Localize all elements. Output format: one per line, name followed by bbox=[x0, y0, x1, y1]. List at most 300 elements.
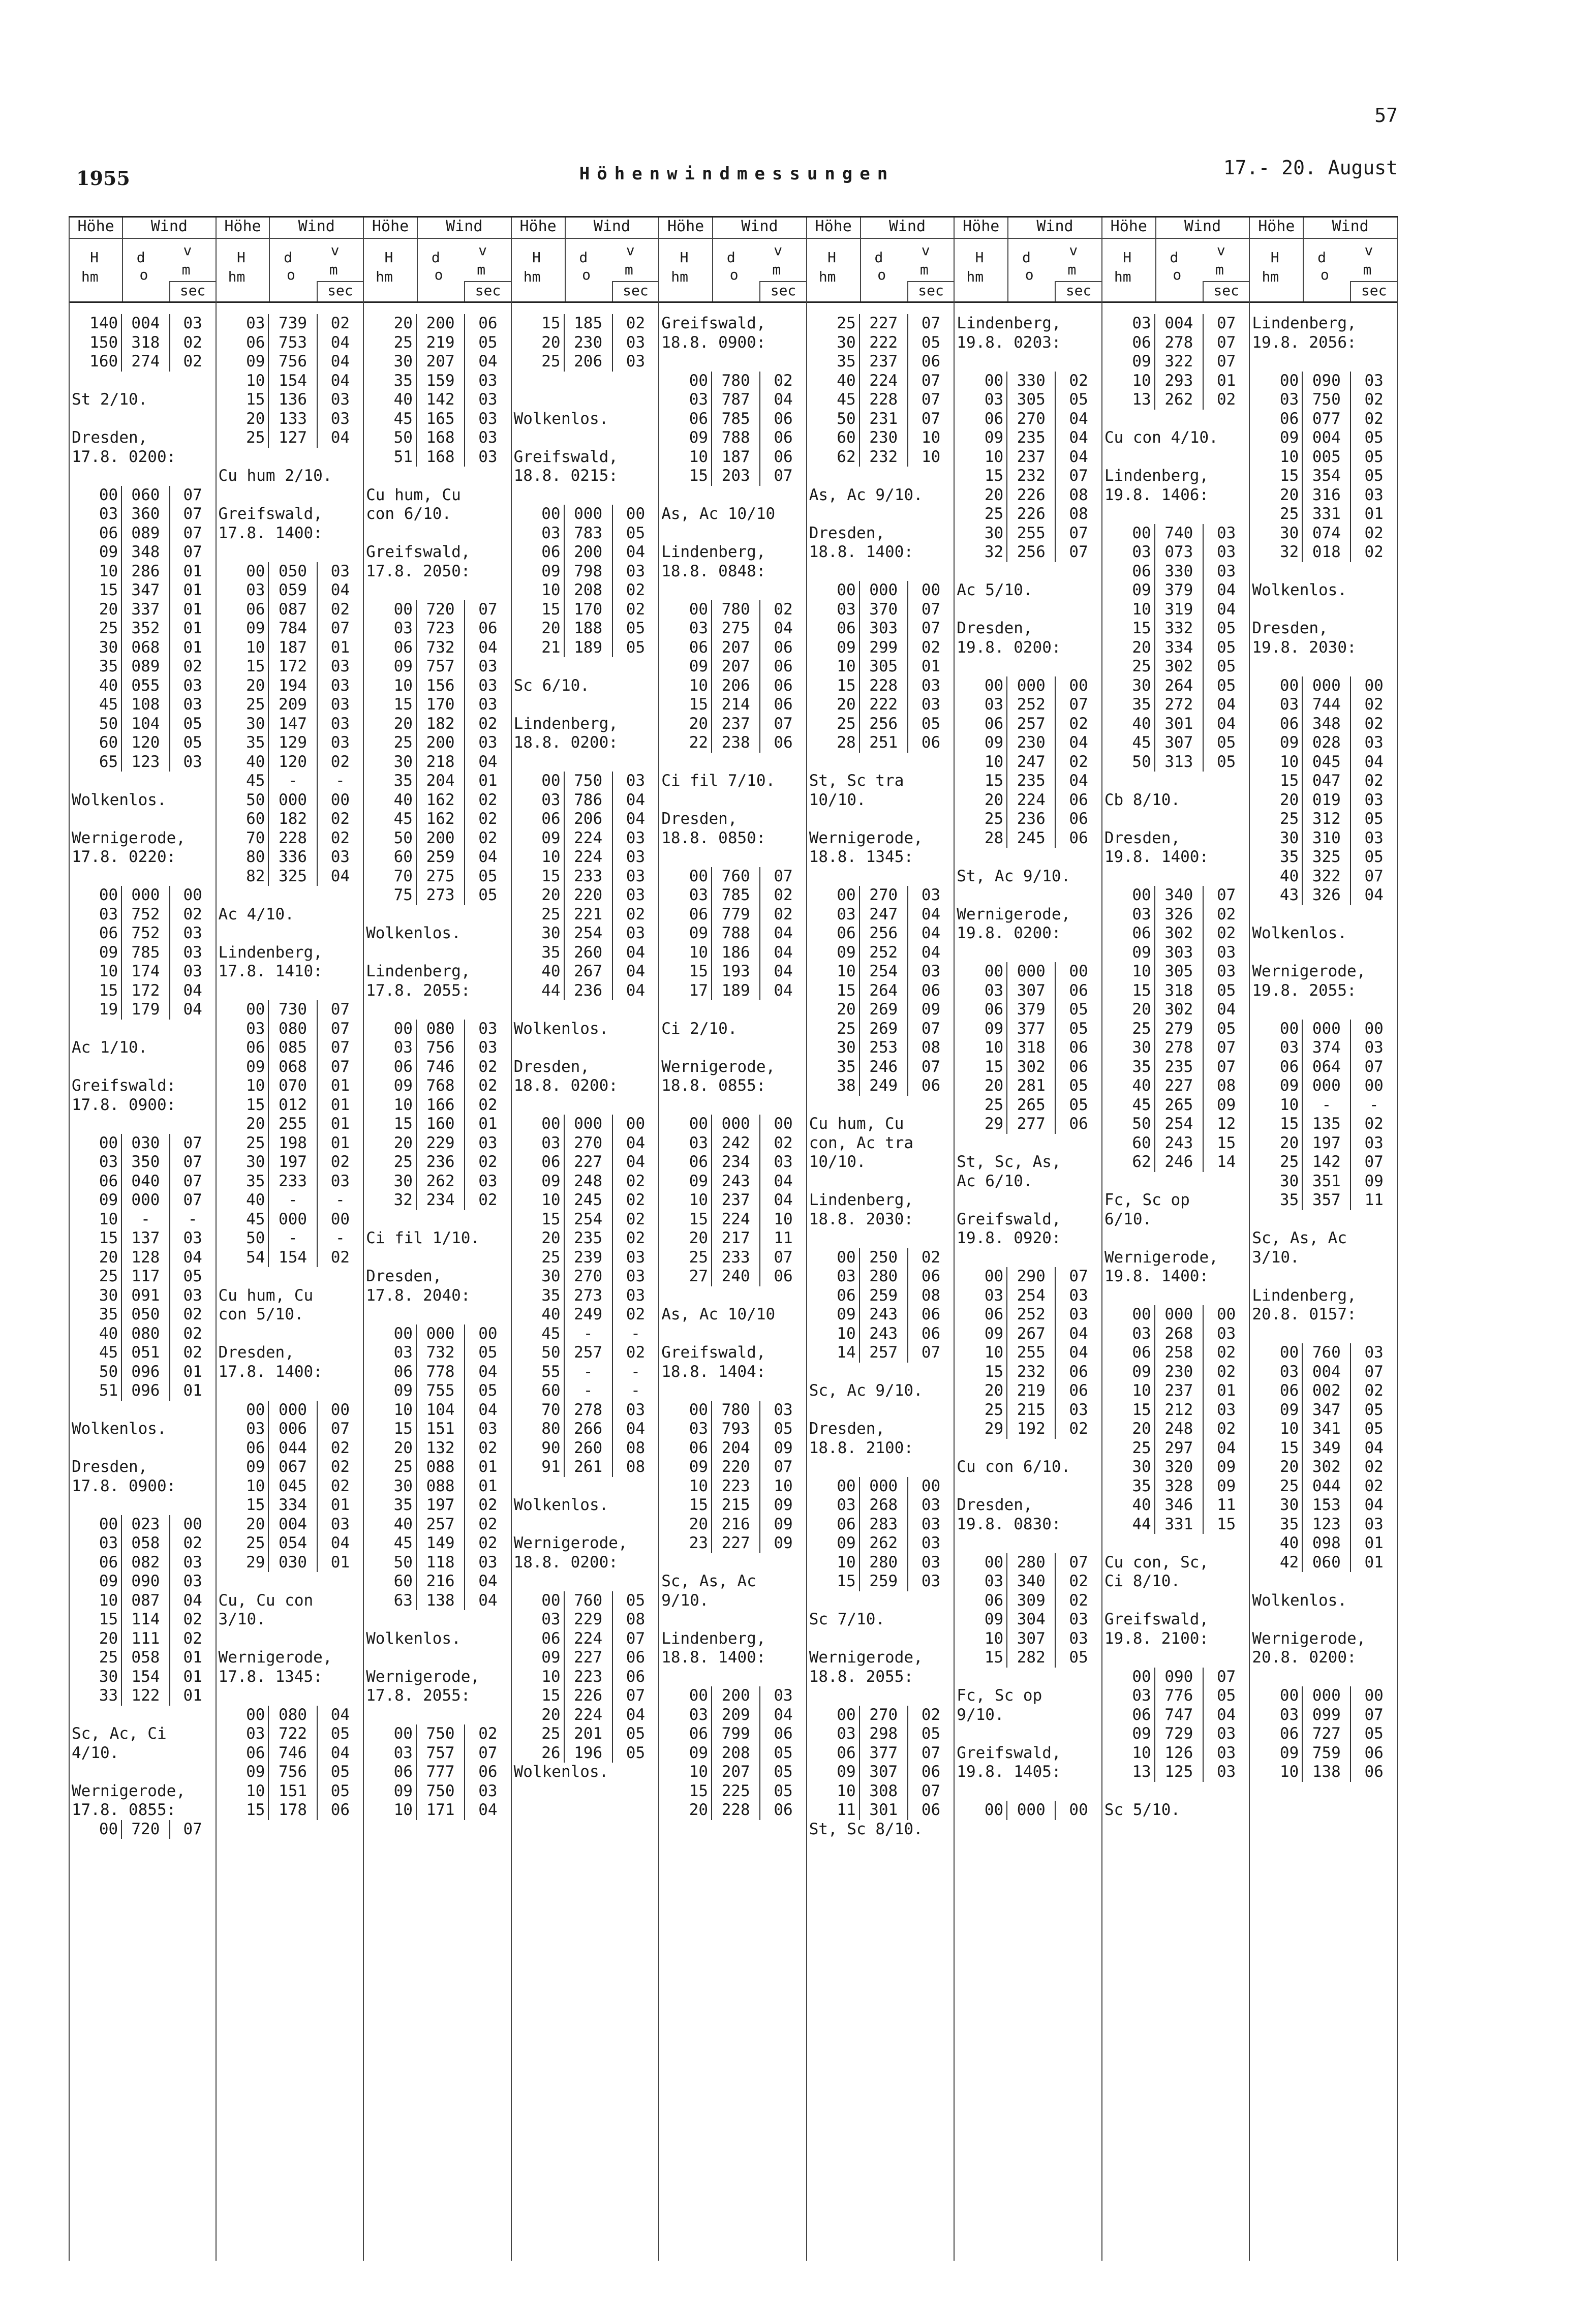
station-note: 4/10. bbox=[72, 1743, 119, 1762]
direction-value: 129 bbox=[269, 733, 317, 753]
measurement-row bbox=[512, 352, 659, 372]
speed-value: 02 bbox=[774, 886, 793, 904]
height-value: 03 bbox=[1102, 905, 1155, 925]
speed-value: 07 bbox=[1364, 1705, 1384, 1724]
direction-value: 319 bbox=[1155, 600, 1204, 620]
speed-value: 07 bbox=[921, 390, 941, 409]
measurement-row bbox=[1250, 1096, 1397, 1115]
header-deg: o bbox=[877, 266, 886, 283]
height-value: 32 bbox=[1250, 543, 1303, 562]
measurement-row bbox=[364, 1744, 511, 1763]
direction-value: 090 bbox=[122, 1572, 170, 1591]
direction-value: 270 bbox=[565, 1267, 613, 1286]
measurement-row bbox=[364, 1572, 511, 1591]
speed-value: 07 bbox=[183, 1153, 202, 1171]
direction-value: 239 bbox=[565, 1248, 613, 1268]
measurement-row bbox=[659, 886, 806, 905]
direction-value: 755 bbox=[417, 1381, 465, 1401]
measurement-row bbox=[807, 886, 954, 905]
measurement-row bbox=[1250, 1763, 1397, 1782]
direction-value: 000 bbox=[565, 505, 613, 524]
height-value: 35 bbox=[512, 1286, 565, 1306]
direction-value: 005 bbox=[1303, 448, 1351, 467]
height-value: 40 bbox=[70, 1325, 122, 1344]
speed-value: 03 bbox=[774, 1686, 793, 1705]
measurement-row bbox=[1102, 1325, 1249, 1344]
speed-value: 02 bbox=[1069, 371, 1088, 390]
speed-value: 00 bbox=[1069, 1801, 1088, 1819]
measurement-row bbox=[217, 791, 363, 810]
station-note: Wernigerode, bbox=[809, 828, 923, 847]
spacer bbox=[217, 981, 363, 1001]
speed-value: 04 bbox=[626, 1420, 646, 1438]
header-hm: hm bbox=[81, 268, 99, 285]
height-value: 10 bbox=[364, 1801, 417, 1820]
height-value: 06 bbox=[1102, 562, 1155, 581]
header-sec: sec bbox=[317, 281, 363, 301]
speed-value: 03 bbox=[1364, 485, 1384, 504]
header-wind: Wind bbox=[150, 218, 188, 235]
measurement-row bbox=[364, 352, 511, 372]
speed-value: 02 bbox=[1364, 1115, 1384, 1133]
speed-value: 07 bbox=[921, 1057, 941, 1076]
speed-value: 06 bbox=[1069, 981, 1088, 1000]
height-value: 03 bbox=[1102, 1686, 1155, 1706]
measurement-row bbox=[217, 1439, 363, 1458]
speed-value: 04 bbox=[183, 981, 202, 1000]
measurement-row bbox=[659, 1210, 806, 1229]
direction-value: 222 bbox=[860, 333, 908, 353]
spacer bbox=[659, 791, 806, 810]
speed-value: 04 bbox=[1069, 733, 1088, 752]
speed-value: 02 bbox=[183, 1343, 202, 1362]
direction-value: 756 bbox=[269, 1763, 317, 1782]
station-note: Wolkenlos. bbox=[1252, 1591, 1347, 1610]
speed-value: 02 bbox=[478, 828, 498, 847]
direction-value: 267 bbox=[1007, 1325, 1056, 1344]
column-header bbox=[955, 218, 1101, 303]
height-value: 55 bbox=[512, 1363, 565, 1382]
speed-value: 08 bbox=[1069, 505, 1088, 523]
measurement-row bbox=[70, 524, 216, 543]
speed-value: 06 bbox=[478, 314, 498, 332]
height-value: 10 bbox=[1250, 1096, 1303, 1115]
direction-value: 266 bbox=[565, 1420, 613, 1439]
measurement-row bbox=[70, 600, 216, 620]
station-note: Wolkenlos. bbox=[72, 1420, 167, 1438]
measurement-row bbox=[659, 1267, 806, 1286]
direction-value: 234 bbox=[417, 1191, 465, 1210]
direction-value: 252 bbox=[1007, 695, 1056, 715]
direction-value: 732 bbox=[417, 638, 465, 658]
measurement-row bbox=[1102, 1305, 1249, 1325]
height-value: 20 bbox=[70, 1248, 122, 1268]
measurement-row bbox=[955, 1648, 1101, 1668]
measurement-row bbox=[1250, 1458, 1397, 1477]
height-value: 10 bbox=[1102, 962, 1155, 981]
measurement-row bbox=[217, 1706, 363, 1725]
direction-value: 305 bbox=[1155, 962, 1204, 981]
direction-value: 320 bbox=[1155, 1458, 1204, 1477]
spacer bbox=[659, 581, 806, 600]
speed-value: 03 bbox=[921, 962, 941, 980]
measurement-row bbox=[512, 1668, 659, 1687]
speed-value: 04 bbox=[1216, 1705, 1236, 1724]
measurement-row bbox=[659, 695, 806, 715]
height-value: 10 bbox=[659, 1191, 712, 1210]
spacer bbox=[955, 657, 1101, 676]
measurement-row bbox=[1102, 733, 1249, 753]
spacer bbox=[364, 1610, 511, 1629]
speed-value: 04 bbox=[330, 428, 350, 447]
speed-value: 07 bbox=[1069, 695, 1088, 714]
measurement-row bbox=[1102, 600, 1249, 620]
speed-value: 00 bbox=[330, 1400, 350, 1419]
spacer bbox=[1250, 600, 1397, 620]
height-value: 00 bbox=[807, 1477, 860, 1496]
height-value: 40 bbox=[807, 372, 860, 391]
spacer bbox=[70, 1763, 216, 1782]
direction-value: 091 bbox=[122, 1286, 170, 1306]
speed-value: 07 bbox=[183, 1191, 202, 1209]
direction-value: 132 bbox=[417, 1439, 465, 1458]
height-value: 30 bbox=[512, 1267, 565, 1286]
height-value: 150 bbox=[70, 333, 122, 353]
spacer bbox=[1102, 772, 1249, 791]
height-value: 35 bbox=[1102, 1477, 1155, 1496]
speed-value: 03 bbox=[1069, 1305, 1088, 1323]
measurement-row bbox=[1250, 733, 1397, 753]
header-wind: Wind bbox=[1184, 218, 1221, 235]
speed-value: 05 bbox=[1216, 752, 1236, 771]
direction-value: 230 bbox=[860, 428, 908, 448]
measurement-row bbox=[70, 1648, 216, 1668]
measurement-row bbox=[217, 352, 363, 372]
speed-value: 05 bbox=[330, 1763, 350, 1781]
speed-value: 02 bbox=[478, 790, 498, 809]
measurement-row bbox=[955, 733, 1101, 753]
measurement-row bbox=[955, 829, 1101, 848]
spacer bbox=[807, 1401, 954, 1420]
measurement-row bbox=[364, 1534, 511, 1553]
spacer bbox=[955, 1134, 1101, 1153]
station-note: Cu con, Sc, bbox=[1104, 1553, 1209, 1572]
height-value: 30 bbox=[807, 333, 860, 353]
header-h: H bbox=[975, 249, 984, 266]
direction-value: 243 bbox=[1155, 1134, 1204, 1153]
measurement-row bbox=[1250, 1744, 1397, 1763]
direction-value: 301 bbox=[860, 1801, 908, 1820]
direction-value: 050 bbox=[269, 562, 317, 581]
direction-value: 080 bbox=[269, 1706, 317, 1725]
measurement-row bbox=[1102, 543, 1249, 562]
station-note: 18.8. 1400: bbox=[809, 543, 914, 561]
measurement-row bbox=[807, 448, 954, 467]
header-h: H bbox=[384, 249, 393, 266]
speed-value: 02 bbox=[1364, 1381, 1384, 1400]
measurement-row bbox=[1250, 543, 1397, 562]
measurement-row bbox=[217, 695, 363, 715]
spacer bbox=[1102, 1648, 1249, 1668]
height-value: 00 bbox=[955, 676, 1007, 696]
height-value: 00 bbox=[364, 1724, 417, 1744]
measurement-row bbox=[217, 638, 363, 658]
direction-value: 318 bbox=[1007, 1038, 1056, 1058]
measurement-row bbox=[512, 924, 659, 943]
measurement-row bbox=[217, 410, 363, 429]
speed-value: 05 bbox=[921, 333, 941, 352]
measurement-row bbox=[512, 886, 659, 905]
direction-value: 278 bbox=[565, 1401, 613, 1420]
height-value: 20 bbox=[1102, 638, 1155, 658]
direction-value: 226 bbox=[1007, 486, 1056, 505]
station-note: Wernigerode, bbox=[366, 1667, 480, 1686]
direction-value: 080 bbox=[269, 1020, 317, 1039]
measurement-row bbox=[807, 1724, 954, 1744]
header-m: m bbox=[1067, 261, 1077, 278]
height-value: 09 bbox=[1250, 1076, 1303, 1096]
height-value: 14 bbox=[807, 1343, 860, 1363]
measurement-row bbox=[217, 733, 363, 753]
direction-value: 235 bbox=[1155, 1058, 1204, 1077]
measurement-row bbox=[364, 1420, 511, 1439]
direction-value: 260 bbox=[565, 943, 613, 963]
speed-value: 06 bbox=[774, 1801, 793, 1819]
direction-value: 168 bbox=[417, 428, 465, 448]
direction-value: 000 bbox=[1303, 1020, 1351, 1039]
spacer bbox=[659, 1286, 806, 1306]
speed-value: 06 bbox=[921, 1763, 941, 1781]
direction-value: 135 bbox=[1303, 1115, 1351, 1134]
speed-value: - bbox=[335, 1191, 345, 1209]
spacer bbox=[70, 1058, 216, 1077]
height-value: 06 bbox=[70, 924, 122, 943]
measurement-row bbox=[807, 1343, 954, 1363]
speed-value: 05 bbox=[1216, 1686, 1236, 1705]
height-value: 09 bbox=[217, 1058, 269, 1077]
speed-value: 00 bbox=[1364, 1686, 1384, 1705]
height-value: 15 bbox=[217, 657, 269, 676]
direction-value: 254 bbox=[860, 962, 908, 981]
height-value: 15 bbox=[807, 1572, 860, 1591]
direction-value: 282 bbox=[1007, 1648, 1056, 1668]
speed-value: 04 bbox=[1216, 1438, 1236, 1457]
measurement-row bbox=[955, 1000, 1101, 1020]
speed-value: 03 bbox=[478, 1038, 498, 1057]
height-value: 20 bbox=[364, 715, 417, 734]
height-value: 09 bbox=[1250, 1744, 1303, 1763]
direction-value: 337 bbox=[122, 600, 170, 620]
speed-value: 00 bbox=[921, 1476, 941, 1495]
measurement-row bbox=[955, 1381, 1101, 1401]
height-value: 62 bbox=[1102, 1153, 1155, 1172]
direction-value: 257 bbox=[860, 1343, 908, 1363]
height-value: 00 bbox=[217, 562, 269, 581]
height-value: 09 bbox=[1250, 428, 1303, 448]
direction-value: 172 bbox=[269, 657, 317, 676]
measurement-row bbox=[364, 1325, 511, 1344]
direction-value: 377 bbox=[860, 1744, 908, 1763]
height-value: 09 bbox=[1102, 943, 1155, 963]
measurement-row bbox=[512, 1229, 659, 1248]
height-value: 40 bbox=[364, 390, 417, 410]
direction-value: 348 bbox=[122, 543, 170, 562]
speed-value: 04 bbox=[330, 867, 350, 885]
direction-value: 000 bbox=[269, 1210, 317, 1229]
station-note: 18.8. 0900: bbox=[661, 333, 766, 352]
direction-value: 228 bbox=[860, 676, 908, 696]
measurement-row bbox=[1250, 1477, 1397, 1496]
speed-value: 05 bbox=[1364, 1724, 1384, 1743]
measurement-row bbox=[217, 1534, 363, 1553]
speed-value: 04 bbox=[478, 1801, 498, 1819]
height-value: 10 bbox=[955, 1629, 1007, 1649]
speed-value: 05 bbox=[1216, 638, 1236, 657]
measurement-row bbox=[807, 428, 954, 448]
measurement-row bbox=[659, 1706, 806, 1725]
measurement-row bbox=[955, 962, 1101, 981]
measurement-row bbox=[512, 1172, 659, 1191]
measurement-row bbox=[1102, 1115, 1249, 1134]
height-value: 50 bbox=[364, 829, 417, 848]
header-m: m bbox=[181, 261, 191, 278]
speed-value: 06 bbox=[921, 981, 941, 1000]
height-value: 00 bbox=[1250, 1020, 1303, 1039]
speed-value: 05 bbox=[1364, 848, 1384, 866]
direction-value: 128 bbox=[122, 1248, 170, 1268]
height-value: 20 bbox=[217, 676, 269, 696]
measurement-row bbox=[955, 428, 1101, 448]
speed-value: 02 bbox=[330, 600, 350, 619]
measurement-row bbox=[217, 1153, 363, 1172]
measurement-row bbox=[1102, 676, 1249, 696]
header-deg: o bbox=[582, 266, 591, 283]
measurement-row bbox=[1102, 314, 1249, 333]
measurement-row bbox=[70, 1553, 216, 1573]
direction-value: 723 bbox=[417, 619, 465, 638]
speed-value: 03 bbox=[921, 695, 941, 714]
measurement-row bbox=[807, 1553, 954, 1573]
height-value: 10 bbox=[1250, 1420, 1303, 1439]
station-note: St, Sc, As, bbox=[957, 1153, 1061, 1171]
direction-value: 224 bbox=[565, 1629, 613, 1649]
speed-value: 04 bbox=[1364, 1496, 1384, 1514]
header-v: v bbox=[921, 242, 930, 259]
direction-value: 360 bbox=[122, 505, 170, 524]
direction-value: 322 bbox=[1303, 867, 1351, 886]
station-note: 18.8. 0200: bbox=[513, 1076, 618, 1095]
header-m: m bbox=[477, 261, 486, 278]
height-value: 09 bbox=[70, 1572, 122, 1591]
measurement-row bbox=[659, 1496, 806, 1515]
measurement-row bbox=[807, 695, 954, 715]
direction-value: 785 bbox=[712, 886, 760, 905]
speed-value: 07 bbox=[1364, 867, 1384, 885]
measurement-row bbox=[955, 676, 1101, 696]
height-value: 03 bbox=[807, 1496, 860, 1515]
spacer bbox=[70, 467, 216, 486]
speed-value: 04 bbox=[626, 543, 646, 561]
height-value: 30 bbox=[364, 352, 417, 372]
speed-value: 02 bbox=[1216, 1362, 1236, 1381]
measurement-row bbox=[659, 1134, 806, 1153]
height-value: 25 bbox=[512, 1248, 565, 1268]
speed-value: 03 bbox=[478, 733, 498, 752]
header-hoehe: Höhe bbox=[217, 218, 270, 238]
height-value: 10 bbox=[217, 638, 269, 658]
direction-value: 000 bbox=[1303, 676, 1351, 696]
header-sec: sec bbox=[464, 281, 510, 301]
measurement-row bbox=[807, 733, 954, 753]
spacer bbox=[70, 810, 216, 829]
speed-value: 02 bbox=[330, 1438, 350, 1457]
height-value: 09 bbox=[364, 1076, 417, 1096]
column-header bbox=[659, 218, 806, 303]
height-value: 35 bbox=[1250, 848, 1303, 867]
measurement-row bbox=[659, 1801, 806, 1820]
measurement-row bbox=[70, 1572, 216, 1591]
column-body bbox=[659, 303, 806, 1820]
spacer bbox=[1250, 352, 1397, 372]
direction-value: 186 bbox=[712, 943, 760, 963]
height-value: 15 bbox=[1102, 1401, 1155, 1420]
direction-value: 262 bbox=[860, 1534, 908, 1553]
height-value: 10 bbox=[1102, 1744, 1155, 1763]
speed-value: 06 bbox=[921, 1267, 941, 1285]
speed-value: 02 bbox=[183, 657, 202, 675]
spacer bbox=[955, 1191, 1101, 1210]
station-note: Cu con 6/10. bbox=[957, 1458, 1071, 1476]
measurement-row bbox=[1250, 467, 1397, 486]
measurement-row bbox=[1102, 1458, 1249, 1477]
height-value: 35 bbox=[364, 1496, 417, 1515]
direction-value: 187 bbox=[269, 638, 317, 658]
measurement-row bbox=[364, 333, 511, 353]
speed-value: 02 bbox=[478, 1515, 498, 1533]
height-value: 30 bbox=[1102, 1038, 1155, 1058]
measurement-row bbox=[1250, 524, 1397, 543]
height-value: 30 bbox=[70, 1668, 122, 1687]
measurement-row bbox=[1102, 1153, 1249, 1172]
direction-value: 000 bbox=[269, 1401, 317, 1420]
column-body bbox=[1250, 303, 1397, 1782]
height-value: 03 bbox=[364, 1744, 417, 1763]
speed-value: 03 bbox=[626, 867, 646, 885]
speed-value: 05 bbox=[626, 619, 646, 637]
height-value: 06 bbox=[364, 1058, 417, 1077]
station-note: Wolkenlos. bbox=[513, 1496, 609, 1514]
height-value: 09 bbox=[1102, 1363, 1155, 1382]
direction-value: 209 bbox=[269, 695, 317, 715]
measurement-row bbox=[1102, 1763, 1249, 1782]
direction-value: 122 bbox=[122, 1686, 170, 1706]
height-value: 06 bbox=[1102, 333, 1155, 353]
speed-value: 04 bbox=[1069, 772, 1088, 790]
speed-value: 07 bbox=[478, 1743, 498, 1762]
speed-value: 04 bbox=[1216, 1000, 1236, 1019]
direction-value: 227 bbox=[712, 1534, 760, 1553]
speed-value: - bbox=[335, 1229, 345, 1247]
direction-value: 223 bbox=[712, 1477, 760, 1496]
direction-value: 149 bbox=[417, 1534, 465, 1553]
direction-value: 248 bbox=[565, 1172, 613, 1191]
speed-value: 00 bbox=[626, 1115, 646, 1133]
height-value: 00 bbox=[955, 372, 1007, 391]
spacer bbox=[659, 848, 806, 867]
height-value: 25 bbox=[955, 505, 1007, 524]
measurement-row bbox=[512, 1724, 659, 1744]
direction-value: 201 bbox=[565, 1724, 613, 1744]
